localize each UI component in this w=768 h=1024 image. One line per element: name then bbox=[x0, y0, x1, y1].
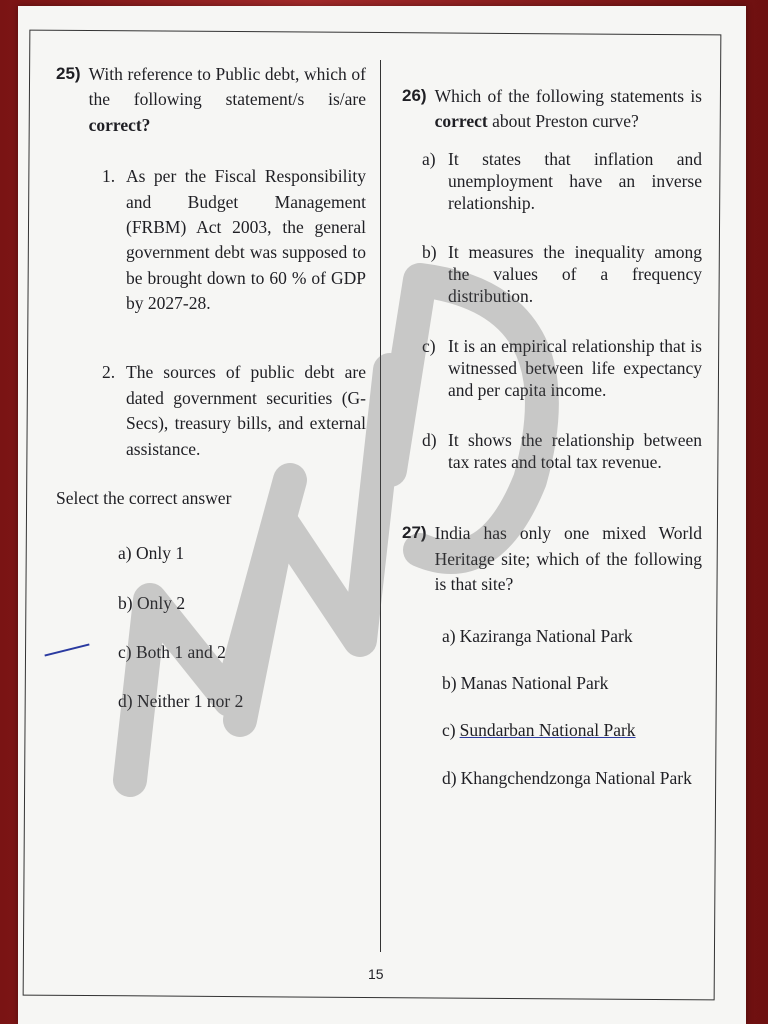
option-d[interactable]: d) It shows the relationship between tax rates and total tax revenue. bbox=[422, 429, 702, 472]
column-divider bbox=[380, 60, 381, 952]
option-d[interactable]: d) Khangchendzonga National Park bbox=[442, 767, 692, 788]
option-d[interactable]: d) Neither 1 nor 2 bbox=[118, 691, 244, 712]
question-number: 26) bbox=[402, 86, 427, 105]
question-stem: India has only one mixed World Heritage site; which of the following is that site? bbox=[434, 523, 702, 595]
option-a[interactable]: a) Only 1 bbox=[118, 543, 185, 564]
select-prompt: Select the correct answer bbox=[56, 487, 232, 508]
option-b[interactable]: b) Manas National Park bbox=[442, 672, 609, 693]
option-c[interactable]: c) Sundarban National Park bbox=[442, 720, 636, 741]
question-stem: With reference to Public debt, which of the following statement/s is/are correct? bbox=[88, 64, 366, 135]
question-25 bbox=[56, 62, 366, 715]
option-b[interactable]: b) It measures the inequality among the values of a frequency distribution. bbox=[422, 242, 702, 307]
question-number: 25) bbox=[56, 64, 81, 83]
question-stem: Which of the following statements is correct about Preston curve? bbox=[434, 86, 702, 132]
question-number: 27) bbox=[402, 523, 427, 543]
question-26 bbox=[402, 84, 702, 791]
statement-2: 2. The sources of public debt are dated government securities (G-Secs), treasury bills, and external assistance. bbox=[102, 362, 366, 459]
option-c[interactable]: c) It is an empirical relationship that is witnessed between life expectancy and per capita income. bbox=[422, 336, 702, 400]
option-c[interactable]: c) Both 1 and 2 bbox=[56, 640, 366, 665]
option-a[interactable]: a) It states that inflation and unemployment have an inverse relationship. bbox=[422, 148, 702, 213]
option-a[interactable]: a) Kaziranga National Park bbox=[442, 625, 633, 646]
question-27 bbox=[402, 521, 702, 791]
page-number: 15 bbox=[368, 966, 384, 982]
statement-1: 1. As per the Fiscal Responsibility and Budget Management (FRBM) Act 2003, the general government debt was supposed to be brought down to 60 % of GDP by 2027-28. bbox=[102, 166, 366, 313]
option-b[interactable]: b) Only 2 bbox=[118, 592, 186, 613]
